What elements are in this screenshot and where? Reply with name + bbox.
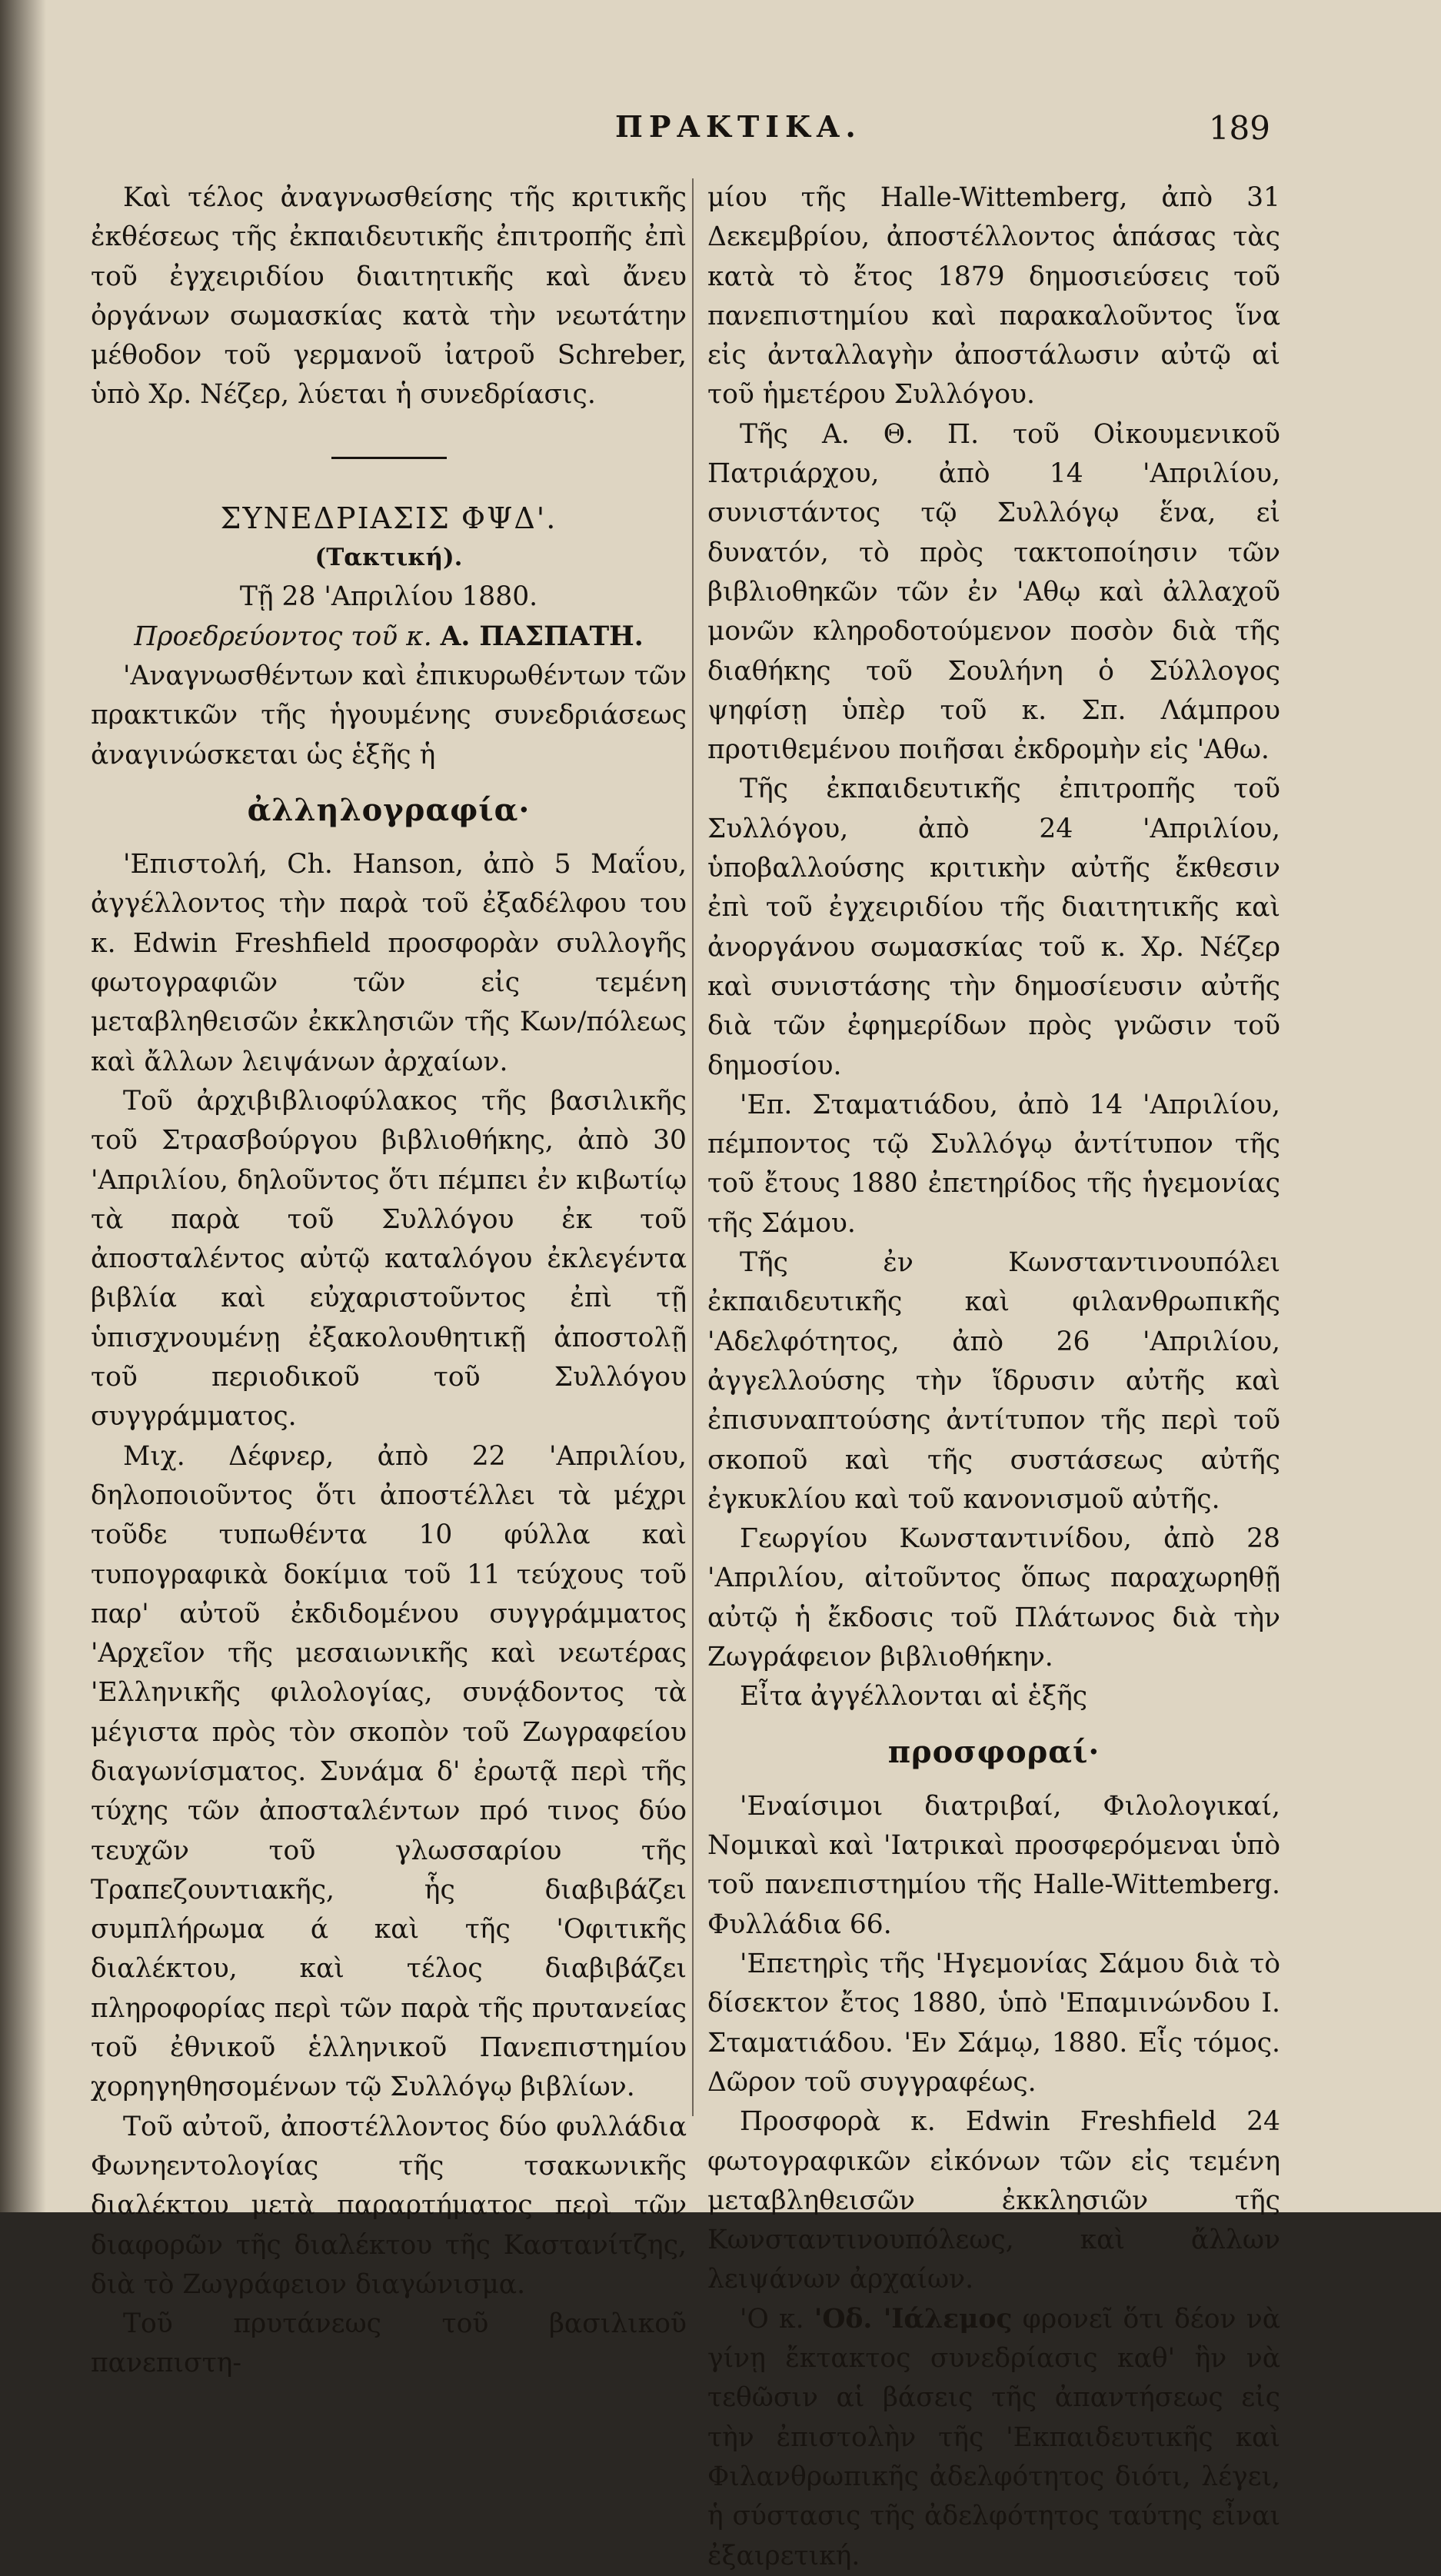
paragraph-letter-tsakonian: Τοῦ αὐτοῦ, ἀποστέλλοντος δύο φυλλάδια Φωνηεντολογίας τῆς τσακωνικῆς διαλέκτου μετὰ παραρτήματος περὶ τῶν διαφορῶν τῆς διαλέκτου τῆς Καστανίτζης, διὰ τὸ Ζωγράφειον διαγώνισμα. (91, 2111, 687, 2300)
session-president (91, 617, 687, 657)
left-column (91, 178, 687, 2384)
paragraph-offer-halle: 'Εναίσιμοι διατριβαί, Φιλολογικαί, Νομικαὶ καὶ 'Ιατρικαὶ προσφερόμεναι ὑπὸ τοῦ πανεπιστημίου τῆς Halle-Wittemberg. Φυλλάδια 66. (707, 1790, 1280, 1940)
paragraph-offer-freshfield: Προσφορὰ κ. Edwin Freshfield 24 φωτογραφικῶν εἰκόνων τῶν εἰς τεμένη μεταβληθεισῶν ἐκκλησιῶν τῆς Κωνσταντινουπόλεως, καὶ ἄλλων λειψάνων ἀρχαίων. (707, 2106, 1280, 2295)
paragraph-then-announced: Εἶτα ἀγγέλλονται αἱ ἑξῆς (740, 1681, 1088, 1712)
section-separator (331, 457, 447, 459)
president-prefix: Προεδρεύοντος τοῦ κ. (134, 621, 432, 652)
right-column (707, 178, 1280, 2576)
running-title: ΠΡΑΚΤΙΚΑ. (615, 109, 862, 144)
galemos-name: 'Οδ. 'Ιάλεμος (814, 2303, 1013, 2335)
paragraph-patriarch: Τῆς Α. Θ. Π. τοῦ Οἰκουμενικοῦ Πατριάρχου, ἀπὸ 14 'Απριλίου, συνιστάντος τῷ Συλλόγῳ ἕνα, εἰ δυνατόν, τὸ πρὸς τακτοποίησιν τῶν βιβλιοθηκῶν τῶν ἐν 'Αθῳ καὶ ἀλλαχοῦ μονῶν κληροδοτούμενον ποσὸν διὰ τῆς διαθήκης τοῦ Σουλήνη ὁ Σύλλογος ψηφίσῃ ὑπὲρ τοῦ κ. Σπ. Λάμπρου προτιθεμένου ποιῆσαι ἐκδρομὴν εἰς 'Αθω. (707, 418, 1280, 766)
paragraph-brotherhood: Τῆς ἐν Κωνσταντινουπόλει ἐκπαιδευτικῆς καὶ φιλανθρωπικῆς 'Αδελφότητος, ἀπὸ 26 'Απριλίου, ἀγγελλούσης τὴν ἵδρυσιν αὐτῆς καὶ ἐπισυναπτούσης ἀντίτυπον τῆς περὶ τοῦ σκοποῦ καὶ τῆς συστάσεως αὐτῆς ἐγκυκλίου καὶ τοῦ κανονισμοῦ αὐτῆς. (707, 1247, 1280, 1515)
paragraph-letter-rector-start: Τοῦ πρυτάνεως τοῦ βασιλικοῦ πανεπιστη- (91, 2308, 687, 2379)
session-type: (Τακτική). (314, 544, 463, 572)
running-header (0, 109, 1441, 155)
paragraph-konstantinidis: Γεωργίου Κωνσταντινίδου, ἀπὸ 28 'Απριλίου, αἰτοῦντος ὅπως παραχωρηθῇ αὐτῷ ἡ ἔκδοσις τοῦ Πλάτωνος διὰ τὴν Ζωγράφειον βιβλιοθήκην. (707, 1523, 1280, 1672)
paragraph-education-committee: Τῆς ἐκπαιδευτικῆς ἐπιτροπῆς τοῦ Συλλόγου, ἀπὸ 24 'Απριλίου, ὑποβαλλούσης κριτικὴν αὐτῆς ἔκθεσιν ἐπὶ τοῦ ἐγχειριδίου τῆς διαιτητικῆς καὶ ἀνοργάνου σωμασκίας τοῦ κ. Χρ. Νέζερ καὶ συνιστάσης τὴν δημοσίευσιν αὐτῆς διὰ τῶν ἐφημερίδων πρὸς γνῶσιν τοῦ δημοσίου. (707, 774, 1280, 1081)
session-heading: ΣΥΝΕΔΡΙΑΣΙΣ ΦΨΔ'. (220, 501, 557, 535)
paragraph-letter-hanson: 'Επιστολή, Ch. Hanson, ἀπὸ 5 Μαΐου, ἀγγέλλοντος τὴν παρὰ τοῦ ἐξαδέλφου του κ. Edwin Freshfield προσφορὰν συλλογῆς φωτογραφιῶν τῶν εἰς τεμένη μεταβληθεισῶν ἐκκλησιῶν τῆς Κων/πόλεως καὶ ἄλλων λειψάνων ἀρχαίων. (91, 849, 687, 1077)
paragraph-intro: Καὶ τέλος ἀναγνωσθείσης τῆς κριτικῆς ἐκθέσεως τῆς ἐκπαιδευτικῆς ἐπιτροπῆς ἐπὶ τοῦ ἐγχειριδίου διαιτητικῆς καὶ ἄνευ ὀργάνων σωμασκίας κατὰ τὴν νεωτάτην μέθοδον τοῦ γερμανοῦ ἰατροῦ Schreber, ὑπὸ Χρ. Νέζερ, λύεται ἡ συνεδρίασις. (91, 182, 687, 411)
paragraph-galemos (707, 2300, 1280, 2576)
page-edge-shadow (0, 0, 46, 2212)
paragraph-stamatiadis: 'Επ. Σταματιάδου, ἀπὸ 14 'Απριλίου, πέμποντος τῷ Συλλόγῳ ἀντίτυπον τῆς τοῦ ἔτους 1880 ἐπετηρίδος τῆς ἡγεμονίας τῆς Σάμου. (707, 1089, 1280, 1239)
galemos-prefix: 'Ο κ. (740, 2303, 804, 2335)
correspondence-heading: ἀλληλογραφία· (247, 791, 531, 828)
column-divider (692, 178, 694, 2116)
paragraph-letter-deffner: Μιχ. Δέφνερ, ἀπὸ 22 'Απριλίου, δηλοποιοῦντος ὅτι ἀποστέλλει τὰ μέχρι τοῦδε τυπωθέντα 10 φύλλα καὶ τυπογραφικὰ δοκίμια τοῦ 11 τεύχους τοῦ παρ' αὐτοῦ ἐκδιδομένου συγγράμματος 'Αρχεῖον τῆς μεσαιωνικῆς καὶ νεωτέρας 'Ελληνικῆς φιλολογίας, συνᾴδοντος τὰ μέγιστα πρὸς τὸν σκοπὸν τοῦ Ζωγραφείου διαγωνίσματος. Συνάμα δ' ἐρωτᾷ περὶ τῆς τύχης τῶν ἀποσταλέντων πρό τινος δύο τευχῶν τοῦ γλωσσαρίου τῆς Τραπεζουντιακῆς, ἧς διαβιβάζει συμπλήρωμα ά καὶ τῆς 'Οφιτικῆς διαλέκτου, καὶ τέλος διαβιβάζει πληροφορίας περὶ τῶν παρὰ τῆς πρυτανείας τοῦ ἐθνικοῦ ἑλληνικοῦ Πανεπιστημίου χορηγηθησομένων τῷ Συλλόγῳ βιβλίων. (91, 1440, 687, 2103)
paragraph-letter-strasbourg: Τοῦ ἀρχιβιβλιοφύλακος τῆς βασιλικῆς τοῦ Στρασβούργου βιβλιοθήκης, ἀπὸ 30 'Απριλίου, δηλοῦντος ὅτι πέμπει ἐν κιβωτίῳ τὰ παρὰ τοῦ Συλλόγου ἐκ τοῦ ἀποσταλέντος αὐτῷ καταλόγου ἐκλεγέντα βιβλία καὶ εὐχαριστοῦντος ἐπὶ τῇ ὑπισχνουμένῃ ἐξακολουθητικῇ ἀποστολῇ τοῦ περιοδικοῦ τοῦ Συλλόγου συγγράμματος. (91, 1085, 687, 1433)
paragraph-halle-continued: μίου τῆς Halle-Wittemberg, ἀπὸ 31 Δεκεμβρίου, ἀποστέλλοντος ἁπάσας τὰς κατὰ τὸ ἔτος 1879 δημοσιεύσεις τοῦ πανεπιστημίου καὶ παρακαλοῦντος ἵνα εἰς ἀνταλλαγὴν ἀποστάλωσιν αὐτῷ αἱ τοῦ ἡμετέρου Συλλόγου. (707, 182, 1280, 411)
paragraph-offer-samos: 'Επετηρὶς τῆς 'Ηγεμονίας Σάμου διὰ τὸ δίσεκτον ἔτος 1880, ὑπὸ 'Επαμινώνδου Ι. Σταματιάδου. 'Εν Σάμῳ, 1880. Εἷς τόμος. Δῶρον τοῦ συγγραφέως. (707, 1949, 1280, 2098)
offers-heading: προσφοραί· (887, 1733, 1100, 1770)
paragraph-reading-minutes: 'Αναγνωσθέντων καὶ ἐπικυρωθέντων τῶν πρακτικῶν τῆς ἡγουμένης συνεδριάσεως ἀναγινώσκεται ὡς ἑξῆς ἡ (91, 660, 687, 770)
president-name: Α. ΠΑΣΠΑΤΗ. (440, 621, 644, 652)
galemos-rest: φρονεῖ ὅτι δέον νὰ γίνῃ ἔκτακτος συνεδρίασις καθ' ἣν νὰ τεθῶσιν αἱ βάσεις τῆς ἀπαντήσεως εἰς τὴν ἐπιστολὴν τῆς 'Εκπαιδευτικῆς καὶ Φιλανθρωπικῆς ἀδελφότητος διότι, λέγει, ἡ σύστασις τῆς ἀδελφότητος ταύτης εἶναι ἐξαιρετική. (707, 2303, 1281, 2571)
page-number: 189 (1208, 109, 1270, 147)
session-date: Τῇ 28 'Απριλίου 1880. (239, 581, 538, 613)
